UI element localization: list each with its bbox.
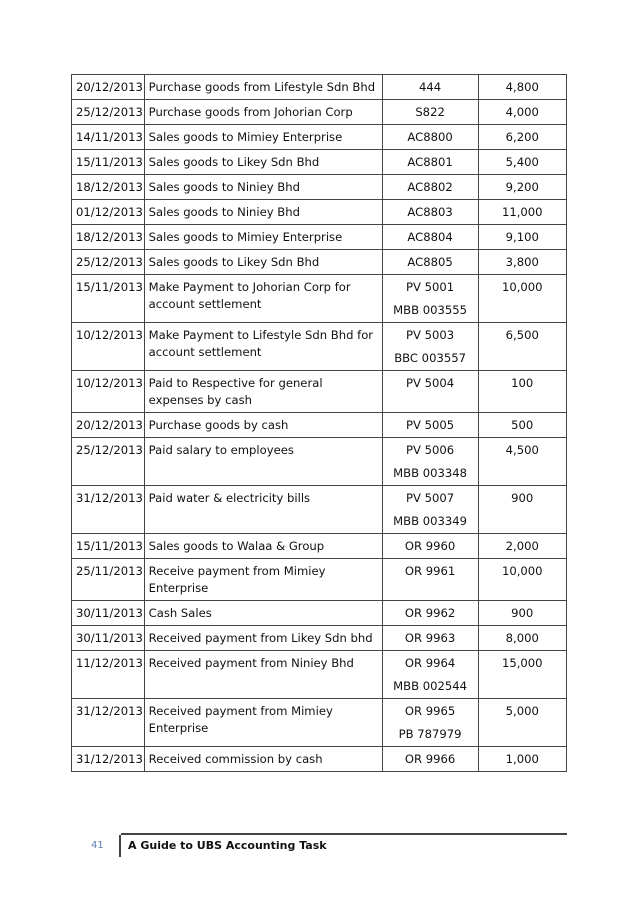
reference-number: BBC 003557: [394, 351, 466, 365]
amount-cell: 100: [478, 371, 567, 413]
description-cell: Purchase goods from Johorian Corp: [144, 100, 382, 125]
reference-number: PV 5007: [406, 491, 455, 505]
amount-cell: 900: [478, 601, 567, 626]
table-row: [72, 75, 567, 100]
table-row: [72, 125, 567, 150]
description-cell: Sales goods to Walaa & Group: [144, 534, 382, 559]
description-cell: Receive payment from Mimiey Enterprise: [144, 559, 382, 601]
reference-cell: [382, 626, 478, 651]
date-cell: 20/12/2013: [72, 75, 145, 100]
amount-cell: 8,000: [478, 626, 567, 651]
description-cell: Paid to Respective for general expenses by cash: [144, 371, 382, 413]
reference-cell: [382, 75, 478, 100]
description-cell: Received payment from Niniey Bhd: [144, 651, 382, 699]
amount-cell: 4,000: [478, 100, 567, 125]
reference-number: OR 9964: [404, 656, 456, 670]
date-cell: 31/12/2013: [72, 747, 145, 772]
reference-number: OR 9961: [404, 564, 456, 578]
reference-cell: [382, 559, 478, 601]
date-cell: 30/11/2013: [72, 601, 145, 626]
transactions-table: [71, 74, 567, 772]
reference-number: PV 5001: [406, 280, 455, 294]
reference-number: OR 9962: [404, 606, 456, 620]
reference-number: MBB 002544: [393, 679, 468, 693]
date-cell: 30/11/2013: [72, 626, 145, 651]
description-cell: Paid salary to employees: [144, 438, 382, 486]
reference-cell: [382, 438, 478, 486]
description-cell: Sales goods to Niniey Bhd: [144, 175, 382, 200]
table-row: [72, 200, 567, 225]
footer-separator: [119, 835, 121, 857]
table-row: [72, 413, 567, 438]
description-cell: Cash Sales: [144, 601, 382, 626]
date-cell: 20/12/2013: [72, 413, 145, 438]
reference-number: AC8801: [407, 155, 453, 169]
table-row: [72, 699, 567, 747]
table-row: [72, 747, 567, 772]
date-cell: 25/12/2013: [72, 250, 145, 275]
table-row: [72, 100, 567, 125]
reference-cell: [382, 323, 478, 371]
description-cell: Sales goods to Niniey Bhd: [144, 200, 382, 225]
table-row: [72, 559, 567, 601]
table-row: [72, 323, 567, 371]
reference-number: MBB 003348: [393, 466, 468, 480]
table-row: [72, 250, 567, 275]
page-footer: [71, 833, 567, 857]
amount-cell: 10,000: [478, 275, 567, 323]
reference-cell: [382, 699, 478, 747]
reference-number: PV 5003: [406, 328, 455, 342]
reference-cell: [382, 250, 478, 275]
date-cell: 31/12/2013: [72, 699, 145, 747]
reference-cell: [382, 125, 478, 150]
reference-number: OR 9965: [404, 704, 456, 718]
reference-number: MBB 003555: [393, 303, 468, 317]
amount-cell: 2,000: [478, 534, 567, 559]
reference-number: PV 5004: [406, 376, 455, 390]
reference-number: 444: [419, 80, 442, 94]
table-row: [72, 601, 567, 626]
reference-cell: [382, 413, 478, 438]
description-cell: Received payment from Likey Sdn bhd: [144, 626, 382, 651]
reference-number: OR 9963: [404, 631, 456, 645]
reference-number: AC8800: [407, 130, 453, 144]
date-cell: 14/11/2013: [72, 125, 145, 150]
amount-cell: 6,500: [478, 323, 567, 371]
amount-cell: 4,500: [478, 438, 567, 486]
reference-cell: [382, 225, 478, 250]
transactions-table-body: [72, 75, 567, 772]
description-cell: Purchase goods from Lifestyle Sdn Bhd: [144, 75, 382, 100]
amount-cell: 4,800: [478, 75, 567, 100]
date-cell: 10/12/2013: [72, 323, 145, 371]
table-row: [72, 175, 567, 200]
description-cell: Received payment from Mimiey Enterprise: [144, 699, 382, 747]
date-cell: 25/12/2013: [72, 100, 145, 125]
amount-cell: 500: [478, 413, 567, 438]
table-row: [72, 651, 567, 699]
description-cell: Paid water & electricity bills: [144, 486, 382, 534]
reference-number: MBB 003349: [393, 514, 468, 528]
page-number: 41: [91, 840, 104, 851]
table-row: [72, 626, 567, 651]
amount-cell: 900: [478, 486, 567, 534]
amount-cell: 11,000: [478, 200, 567, 225]
footer-title: A Guide to UBS Accounting Task: [128, 839, 327, 852]
description-cell: Sales goods to Mimiey Enterprise: [144, 225, 382, 250]
date-cell: 25/11/2013: [72, 559, 145, 601]
amount-cell: 1,000: [478, 747, 567, 772]
footer-rule: [121, 833, 567, 835]
date-cell: 15/11/2013: [72, 275, 145, 323]
reference-number: PB 787979: [398, 727, 462, 741]
table-row: [72, 534, 567, 559]
reference-cell: [382, 486, 478, 534]
amount-cell: 5,400: [478, 150, 567, 175]
reference-cell: [382, 601, 478, 626]
description-cell: Sales goods to Mimiey Enterprise: [144, 125, 382, 150]
reference-cell: [382, 100, 478, 125]
table-row: [72, 225, 567, 250]
reference-cell: [382, 747, 478, 772]
reference-number: AC8805: [407, 255, 453, 269]
date-cell: 01/12/2013: [72, 200, 145, 225]
date-cell: 31/12/2013: [72, 486, 145, 534]
reference-cell: [382, 534, 478, 559]
reference-cell: [382, 651, 478, 699]
description-cell: Make Payment to Johorian Corp for account settlement: [144, 275, 382, 323]
amount-cell: 9,100: [478, 225, 567, 250]
date-cell: 18/12/2013: [72, 175, 145, 200]
reference-number: AC8802: [407, 180, 453, 194]
description-cell: Make Payment to Lifestyle Sdn Bhd for account settlement: [144, 323, 382, 371]
reference-number: PV 5005: [406, 418, 455, 432]
reference-cell: [382, 200, 478, 225]
amount-cell: 15,000: [478, 651, 567, 699]
reference-number: OR 9966: [404, 752, 456, 766]
reference-cell: [382, 150, 478, 175]
amount-cell: 6,200: [478, 125, 567, 150]
reference-cell: [382, 371, 478, 413]
reference-cell: [382, 275, 478, 323]
date-cell: 25/12/2013: [72, 438, 145, 486]
amount-cell: 3,800: [478, 250, 567, 275]
table-row: [72, 438, 567, 486]
table-row: [72, 371, 567, 413]
reference-number: AC8804: [407, 230, 453, 244]
reference-number: S822: [415, 105, 445, 119]
description-cell: Sales goods to Likey Sdn Bhd: [144, 150, 382, 175]
amount-cell: 10,000: [478, 559, 567, 601]
date-cell: 15/11/2013: [72, 150, 145, 175]
date-cell: 15/11/2013: [72, 534, 145, 559]
amount-cell: 9,200: [478, 175, 567, 200]
reference-number: AC8803: [407, 205, 453, 219]
date-cell: 11/12/2013: [72, 651, 145, 699]
reference-number: PV 5006: [406, 443, 455, 457]
table-row: [72, 275, 567, 323]
reference-cell: [382, 175, 478, 200]
description-cell: Received commission by cash: [144, 747, 382, 772]
amount-cell: 5,000: [478, 699, 567, 747]
description-cell: Purchase goods by cash: [144, 413, 382, 438]
date-cell: 10/12/2013: [72, 371, 145, 413]
date-cell: 18/12/2013: [72, 225, 145, 250]
table-row: [72, 150, 567, 175]
table-row: [72, 486, 567, 534]
description-cell: Sales goods to Likey Sdn Bhd: [144, 250, 382, 275]
reference-number: OR 9960: [404, 539, 456, 553]
